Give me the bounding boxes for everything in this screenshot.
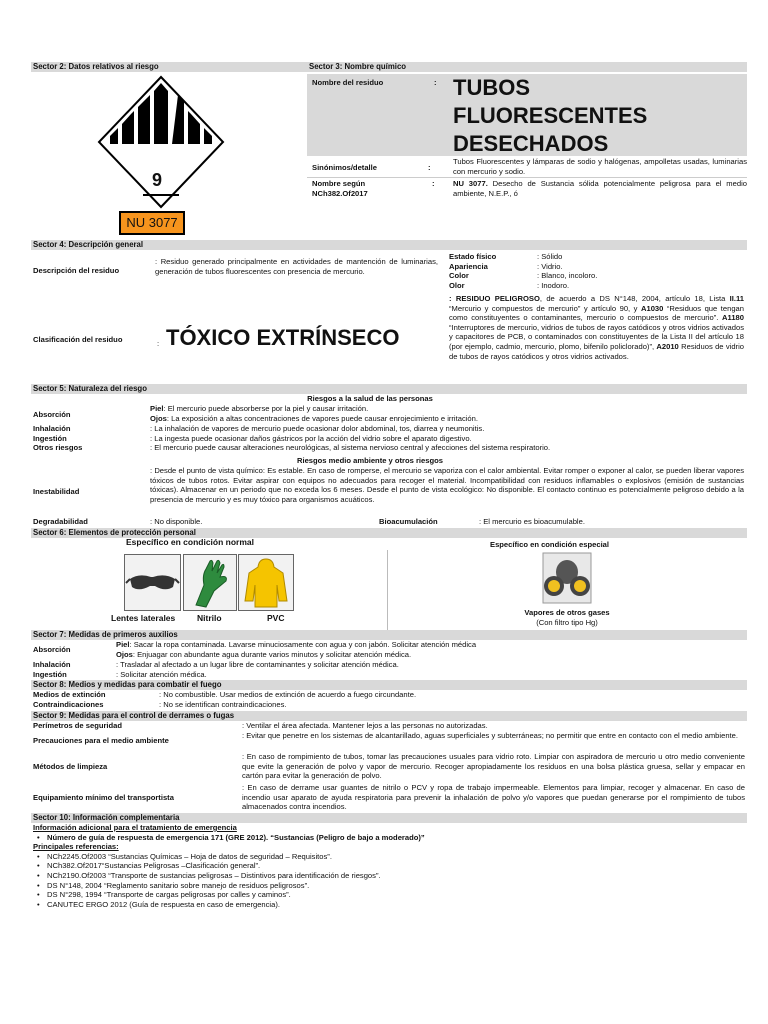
reference-item: • DS N°148, 2004 “Reglamento sanitario sobre manejo de residuos peligrosos”. <box>47 881 745 891</box>
nitrile-glove-image <box>183 554 237 611</box>
guide-bullet: • Número de guía de respuesta de emergencia 171 (GRE 2012). “Sustancias (Peligro de bajo a moderado)” <box>47 833 745 843</box>
hazard-class9-diamond <box>96 74 226 214</box>
nch-label <box>312 179 368 198</box>
desc-text: : Residuo generado principalmente en actividades de mantención de luminarias, generación de tubos fluorescentes con presencia de mercurio. <box>155 257 438 276</box>
nch-text <box>453 179 747 198</box>
vapor-label: Vapores de otros gases <box>524 608 610 617</box>
normal-title: Específico en condición normal <box>126 537 254 547</box>
un-number-panel: NU 3077 <box>119 211 185 235</box>
fa-ojos-text: : Enjuagar con abundante agua durante varios minutos y solicitar atención médica. <box>132 650 412 659</box>
bioac-label: Bioacumulación <box>379 517 438 526</box>
class-detail-bold: A1180 <box>722 313 744 323</box>
sector10-body <box>33 823 745 909</box>
synonyms-text: Tubos Fluorescentes y lámparas de sodio y halógenas, ampolletas usadas, luminarias con mercurio y sodio. <box>453 157 747 176</box>
class-detail-bold: A2010 <box>656 341 679 351</box>
synonyms-label: Sinónimos/detalle <box>312 163 377 172</box>
nch-label-line: Nombre según <box>312 179 366 188</box>
ppe-label-glasses: Lentes laterales <box>111 613 176 623</box>
inest-label: Inestabilidad <box>33 487 80 496</box>
health-title: Riesgos a la salud de las personas <box>307 394 433 403</box>
reference-item: • NCh382.Of2017“Sustancias Peligrosas –Clasificación general”. <box>47 861 745 871</box>
bioac-text: : El mercurio es bioacumulable. <box>479 517 585 526</box>
spill-text: : En caso de rompimiento de tubos, tomar las precauciones usuales para vidrio roto. Limpiar con aspiradora de mercurio u otro medio conveniente que evite la generación de polvo y vapor de mercurio. Recoger apropiadamente los residuos en una bolsa plástica gruesa, sellar y empacar en cartón para evitar la generación de polvo. <box>242 752 745 781</box>
risk-text: : La ingesta puede ocasionar daños gástricos por la acción del vidrio sobre el aparato digestivo. <box>150 433 472 443</box>
residue-name-colon: : <box>434 78 437 87</box>
absorcion-label: Absorción <box>33 410 71 419</box>
prop-label: Estado físico <box>449 252 497 261</box>
fire-text: : No combustible. Usar medios de extinción de acuerdo a fuego circundante. <box>159 690 417 699</box>
residue-name-line: TUBOS <box>453 75 530 100</box>
pvc-suit-image <box>238 554 294 611</box>
prop-value: : Blanco, incoloro. <box>537 271 598 281</box>
class-detail-bold: A1030 <box>640 303 664 313</box>
nch-label-line: NCh382.Of2017 <box>312 188 368 198</box>
residue-name <box>453 74 647 158</box>
residue-name-block <box>307 74 747 156</box>
inest-text: : Desde el punto de vista químico: Es estable. En caso de romperse, el mercurio se vaporiza con el calor ambiental. Evitar romper o exponer al calor, se pueden liberar vapores tóxicos de tubos rotos. Evitar aspirar con equipos no adecuados para recoger el material. Incompatibilidad con residuos inflamables o explosivos (emisión de sustancias tóxicas). Almacenar en un periodo que no exceda los 6 meses. Desde el punto de vista ecológico: No disponible. El contacto continuo es potencialmente peligroso debido a la presencia de mercurio y es muy tóxico para organismos acuáticos. <box>150 466 744 504</box>
nch-row <box>307 179 747 203</box>
fa-ojos <box>116 650 746 660</box>
synonyms-colon: : <box>428 163 431 172</box>
ppe-label-nitrile: Nitrilo <box>197 613 222 623</box>
fa-ojos-label: Ojos <box>116 650 133 659</box>
spill-label: Perímetros de seguridad <box>33 721 123 730</box>
fa-piel <box>116 640 746 650</box>
reference-item: • NCh2190.Of2003 “Transporte de sustancias peligrosas – Distintivos para identificación de riesgos”. <box>47 871 745 881</box>
fa-piel-text: : Sacar la ropa contaminada. Lavarse minuciosamente con agua y con jabón. Solicitar atención médica <box>129 640 477 649</box>
ojos-text: : La exposición a altas concentraciones de vapores puede causar enrojecimiento e irritación. <box>166 414 478 423</box>
ojos-label: Ojos <box>150 414 167 423</box>
absorcion-ojos <box>150 414 747 424</box>
class-detail-bold: : RESIDUO PELIGROSO <box>449 294 540 303</box>
class-detail-bold: II.11 <box>729 294 744 303</box>
nch-description: Desecho de Sustancia sólida potencialmente peligrosa para el medio ambiente, N.E.P., ó <box>453 179 747 198</box>
fa-text: : Solicitar atención médica. <box>116 669 207 679</box>
sector3-header: Sector 3: Nombre químico <box>307 62 747 72</box>
spill-text: : En caso de derrame usar guantes de nitrilo o PCV y ropa de trabajo impermeable. Elementos para limpiar, recoger y almacenar. En caso de incendio usar aparato de ayuda respiratoria para prevenir la inhalación de polvo y/o vapores que puedan generarse por el rompimiento de tubos almacenados contra incendios. <box>242 783 745 812</box>
risk-label: Otros riesgos <box>33 443 83 453</box>
class-detail-text: Residuos de vidrio de tubos de rayos catódicos y otros vidrios activados. <box>449 341 744 361</box>
physical-props <box>449 252 747 290</box>
class-detail-text: “Mercurio y compuestos de mercurio” y artículo 90, y <box>449 303 641 313</box>
nch-un-number: NU 3077. <box>453 179 488 188</box>
degr-text: : No disponible. <box>150 517 203 526</box>
fa-piel-label: Piel <box>116 640 130 649</box>
risk-label: Inhalación <box>33 424 71 433</box>
spill-label: Equipamiento mínimo del transportista <box>33 793 174 802</box>
sector7-header: Sector 7: Medidas de primeros auxilios <box>31 630 747 640</box>
sector5-header: Sector 5: Naturaleza del riesgo <box>31 384 747 394</box>
spill-text: : Ventilar el área afectada. Mantener lejos a las personas no autorizadas. <box>242 721 488 730</box>
health-rows <box>33 424 747 453</box>
synonyms-row <box>307 157 747 178</box>
class-detail-text: “Residuos que tengan como constituyentes o contaminantes, mercurio o compuestos de mercurio”. <box>449 303 744 323</box>
fire-label: Medios de extinción <box>33 690 106 699</box>
fa-label: Inhalación <box>33 660 71 669</box>
ppe-label-pvc: PVC <box>267 613 285 623</box>
fire-label: Contraindicaciones <box>33 699 104 709</box>
sector9-header: Sector 9: Medidas para el control de derrames o fugas <box>31 711 747 721</box>
desc-label: Descripción del residuo <box>33 266 120 275</box>
glove-icon <box>184 555 236 610</box>
residue-name-label: Nombre del residuo <box>312 78 384 87</box>
prop-value: : Sólido <box>537 252 563 261</box>
prop-value: : Inodoro. <box>537 280 570 290</box>
refs-title: Principales referencias: <box>33 842 119 852</box>
prop-label: Apariencia <box>449 261 488 271</box>
safety-glasses-image <box>124 554 181 611</box>
spill-label: Precauciones para el medio ambiente <box>33 736 169 745</box>
reference-item: • DS N°298, 1994 “Transporte de cargas peligrosas por calles y caminos”. <box>47 890 745 900</box>
sector2-header: Sector 2: Datos relativos al riesgo <box>31 62 307 72</box>
prop-label: Olor <box>449 280 465 290</box>
class-colon: : <box>157 339 160 348</box>
env-title: Riesgos medio ambiente y otros riesgos <box>296 456 443 465</box>
safety-glasses-icon <box>125 555 180 610</box>
absorcion-piel <box>150 404 747 414</box>
fa-label: Ingestión <box>33 669 67 679</box>
vapor-sub: (Con filtro tipo Hg) <box>536 618 598 627</box>
ppe-divider <box>387 550 388 630</box>
class-value: TÓXICO EXTRÍNSECO <box>166 325 400 350</box>
class-detail-text: , de acuerdo a DS N°148, 2004, artículo 18, Lista <box>539 294 730 303</box>
nch-colon: : <box>432 179 435 188</box>
fire-rows <box>33 690 747 709</box>
sector4-header: Sector 4: Descripción general <box>31 240 747 250</box>
raincoat-icon <box>239 555 293 610</box>
sector8-header: Sector 8: Medios y medidas para combatir el fuego <box>31 680 747 690</box>
piel-text: : El mercurio puede absorberse por la piel y causar irritación. <box>163 404 369 413</box>
respirator-image <box>542 552 592 604</box>
sector10-header: Sector 10: Información complementaria <box>31 813 747 823</box>
prop-value: : Vidrio. <box>537 261 563 271</box>
spill-text: : Evitar que penetre en los sistemas de alcantarillado, aguas superficiales y subterráneas; no permitir que entre en contacto con el medio ambiente. <box>242 731 738 740</box>
residue-name-line: DESECHADOS <box>453 131 609 156</box>
sector6-header: Sector 6: Elementos de protección personal <box>31 528 747 538</box>
class-detail-text: “Interruptores de mercurio, vidrios de tubos de rayos catódicos y otros vidrios activados y capacitores de PCB, o contaminados con constituyentes de la Lista II del artículo 18 (por ejemplo, cadmio, mercurio, plomo, bifenilo policlorado)”, <box>449 322 744 351</box>
fa-absorcion-label: Absorción <box>33 645 71 654</box>
class-label: Clasificación del residuo <box>33 335 123 344</box>
risk-text: : La inhalación de vapores de mercurio puede ocasionar dolor abdominal, tos, diarrea y neumonitis. <box>150 424 485 433</box>
class9-placard-icon <box>96 74 226 214</box>
degr-label: Degradabilidad <box>33 517 88 526</box>
spill-label: Métodos de limpieza <box>33 762 108 771</box>
fa-rows <box>33 660 747 679</box>
piel-label: Piel <box>150 404 164 413</box>
risk-text: : El mercurio puede causar alteraciones neurológicas, al sistema nervioso central y afecciones del sistema respiratorio. <box>150 443 551 453</box>
respirator-icon <box>542 552 592 604</box>
residue-name-line: FLUORESCENTES <box>453 103 648 128</box>
class-number: 9 <box>152 170 163 190</box>
info-title: Información adicional para el tratamiento de emergencia <box>33 823 237 832</box>
reference-item: • CANUTEC ERGO 2012 (Guía de respuesta en caso de emergencia). <box>47 900 745 910</box>
risk-label: Ingestión <box>33 433 67 443</box>
reference-item: • NCh2245.Of2003 “Sustancias Químicas – Hoja de datos de seguridad – Requisitos”. <box>47 852 745 862</box>
special-title: Específico en condición especial <box>490 540 610 549</box>
class-detail <box>449 294 744 361</box>
prop-label: Color <box>449 271 469 281</box>
fa-text: : Trasladar al afectado a un lugar libre de contaminantes y solicitar atención médica. <box>116 660 399 669</box>
fire-text: : No se identifican contraindicaciones. <box>159 699 287 709</box>
